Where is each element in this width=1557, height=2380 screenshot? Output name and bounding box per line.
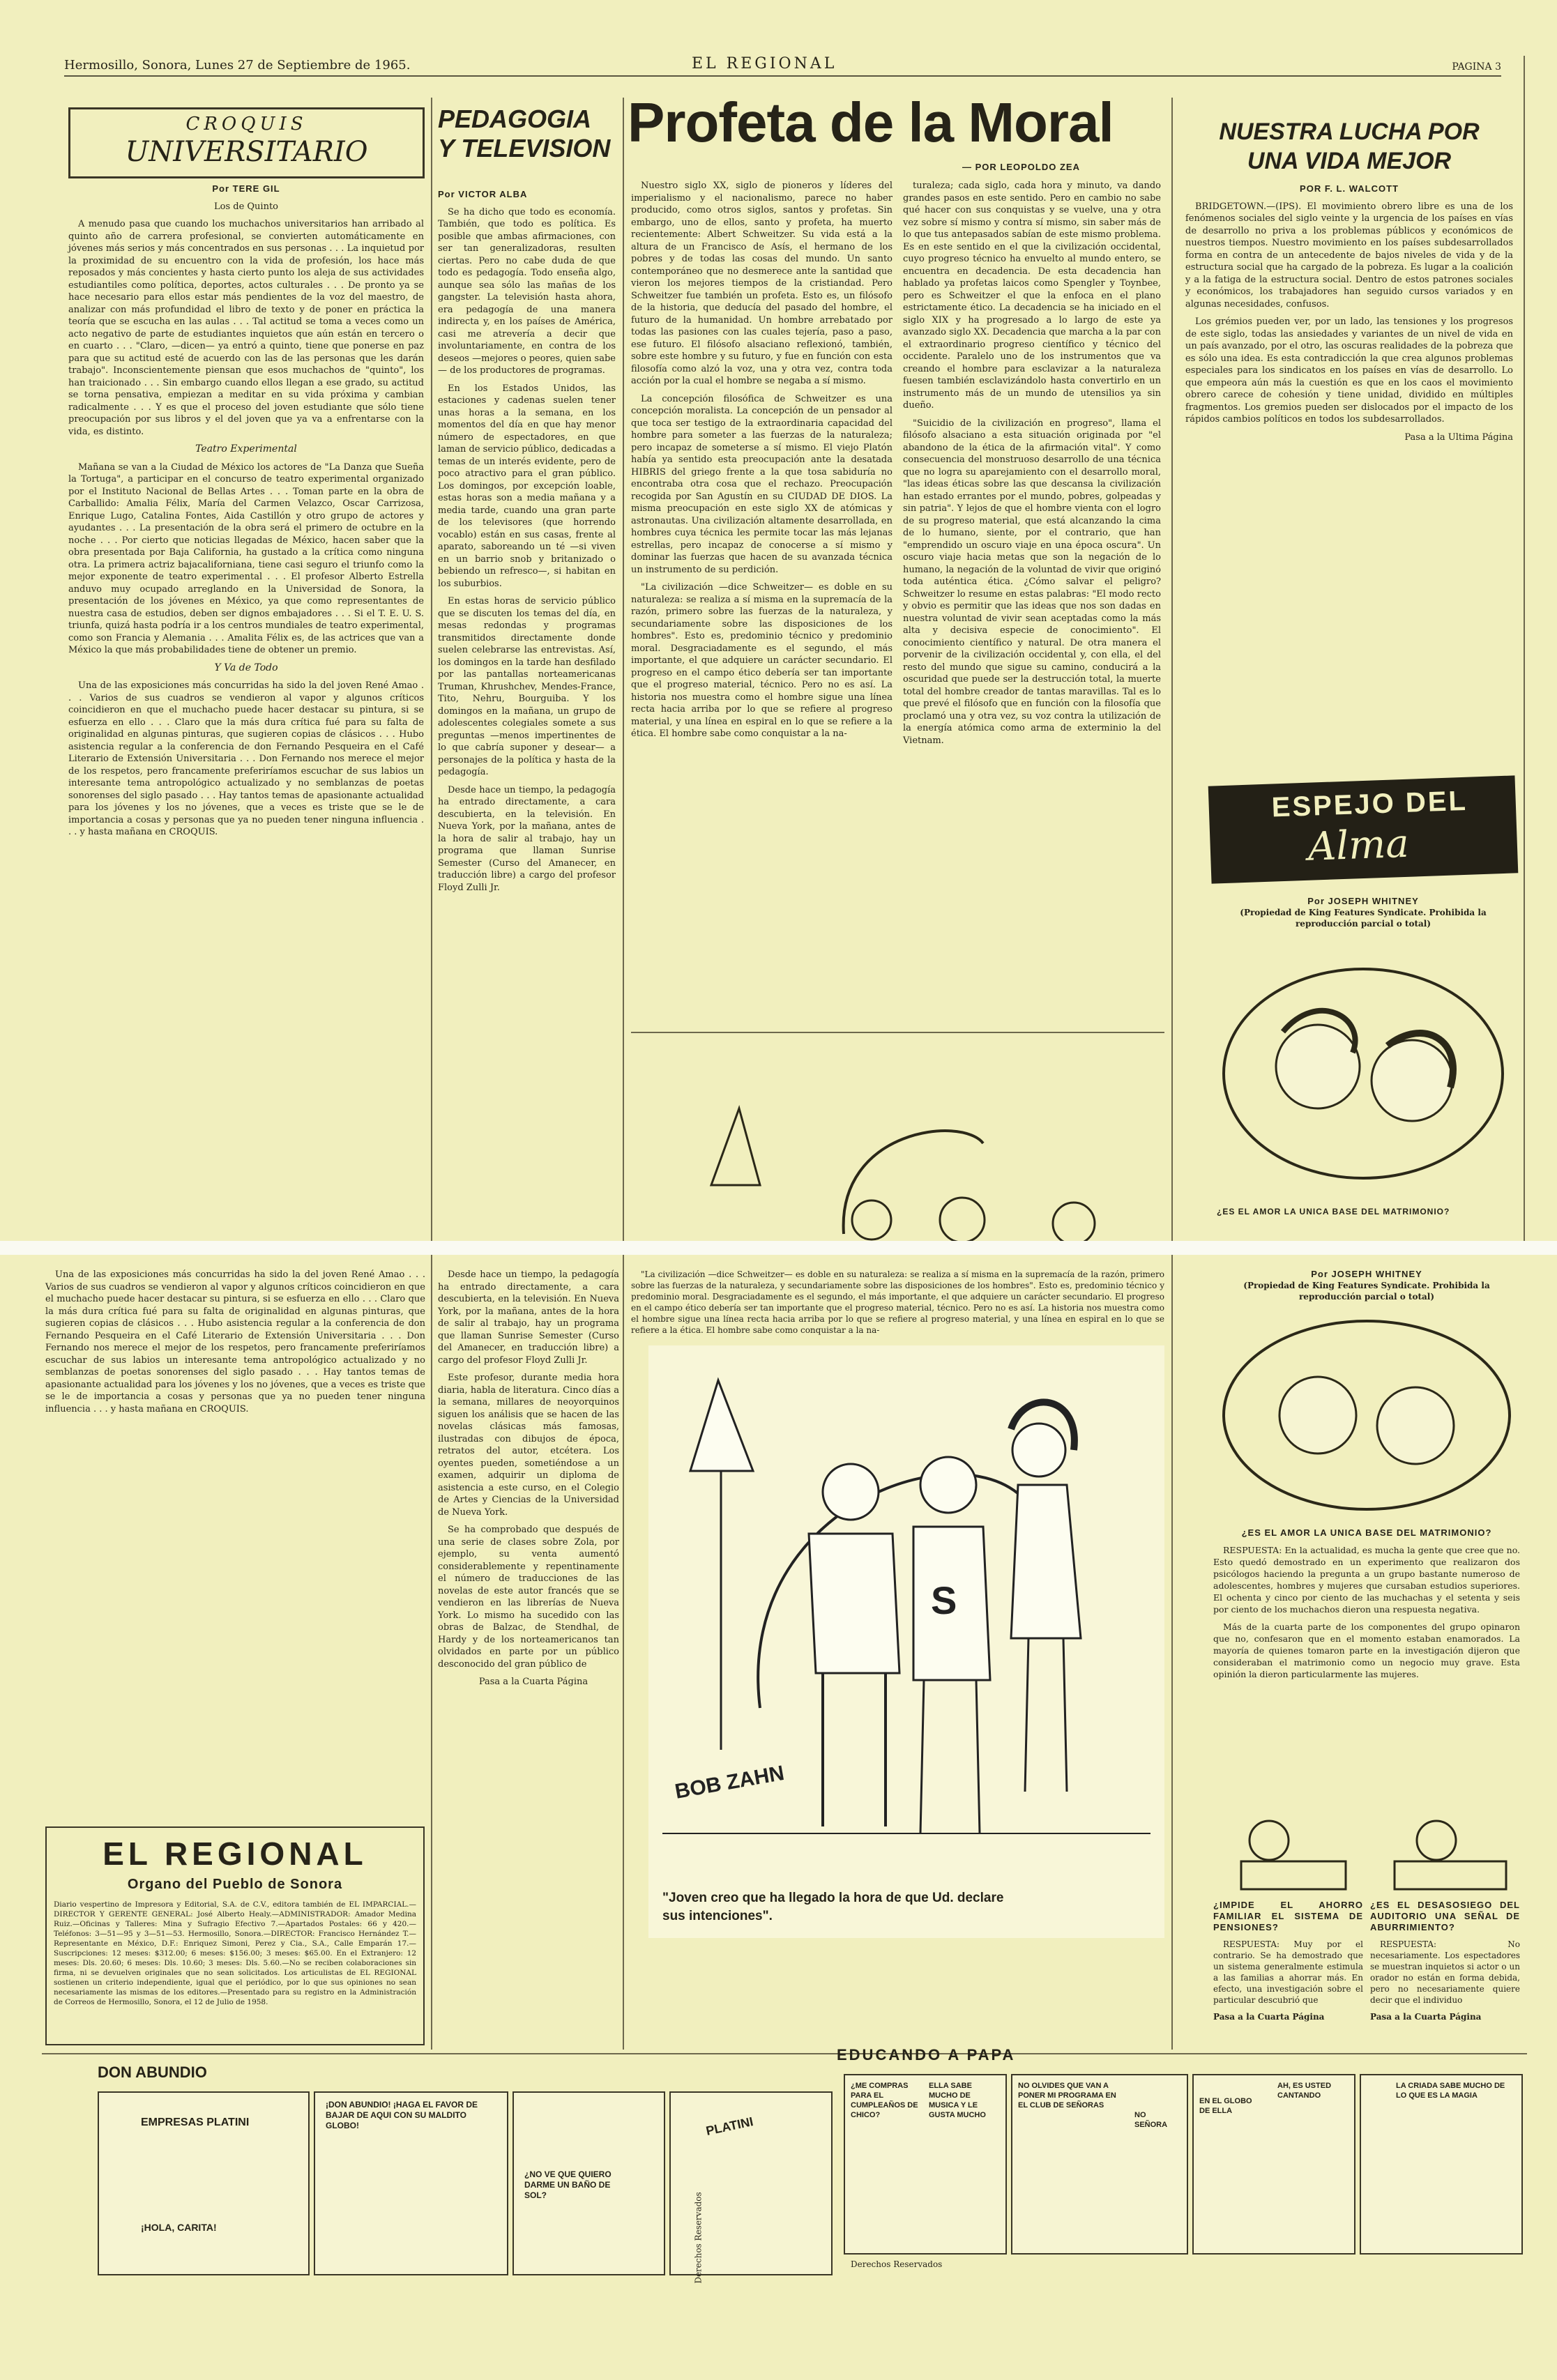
bob-zahn-cartoon bbox=[648, 1345, 1164, 1938]
espejo-banner bbox=[1208, 775, 1519, 883]
page-header bbox=[64, 53, 1501, 77]
don-abundio-panel-1 bbox=[98, 2091, 310, 2275]
espejo-rights: (Propiedad de King Features Syndicate. Prohibida la reproducción parcial o total) bbox=[1240, 908, 1487, 929]
espejo-answer-1: RESPUESTA: En la actualidad, es mucha la gente que cree que no. Esto quedó demostrado en un experimento que realizaron dos psicólogos haciendo la pregunta a un grupo bastante numeroso de adolescentes, hombres y mujeres que cursaban estudios superiores. El ochenta y cinco por ciento de las muchachas y el setenta y seis por ciento de los muchachos dieron una respuesta negativa. bbox=[1213, 1545, 1520, 1615]
don-abundio-panel-2 bbox=[314, 2091, 508, 2275]
educando-panel-3 bbox=[1192, 2074, 1355, 2255]
el-regional-masthead-box bbox=[45, 1826, 425, 2045]
educando-balloon-3: NO OLVIDES QUE VAN A PONER MI PROGRAMA EN EL CLUB DE SEÑORAS bbox=[1018, 2082, 1116, 2110]
cartoon-top-fragment bbox=[669, 1046, 1157, 1241]
profeta-byline: — POR LEOPOLDO ZEA bbox=[962, 162, 1080, 172]
cartoon-drawing bbox=[648, 1345, 1164, 1875]
don-abundio-title: DON ABUNDIO bbox=[98, 2064, 207, 2081]
lucha-title bbox=[1185, 117, 1513, 176]
abundio-balloon-2: ¡HOLA, CARITA! bbox=[141, 2222, 217, 2233]
pedagogia-paragraph-4-repeat: Desde hace un tiempo, la pedagogía ha entrado directamente, a cara descubierta, en la televisión. En Nueva York, por la mañana, antes de la hora de salir al trabajo, hay un programa que llaman Sunrise Semester (Curso del Amanecer, en traducción libre) a cargo del profesor Floyd Zulli Jr. bbox=[438, 1269, 619, 1366]
column-rule bbox=[431, 1255, 432, 2050]
espejo-question-1-top: ¿ES EL AMOR LA UNICA BASE DEL MATRIMONIO? bbox=[1217, 1207, 1450, 1216]
section-rule bbox=[631, 1032, 1164, 1033]
espejo-byline-repeat bbox=[1213, 1269, 1520, 1304]
profeta-paragraph-4: turaleza; cada siglo, cada hora y minuto, va dando grandes pasos en este sentido. Pero en cambio no sabe qué hacer con sus conquistas y se vuelve, una y otra vez sobre sí mismo y contra sí mismo, sin saber más de lo que tus antepasados sabían de este mismo problema. Es en este sentido en el que la civilización occidental, cuyo progreso técnico ha envuelto al mundo entero, se encuentra en decadencia. De esta decadencia han hablado ya profetas laicos como Spengler y Toynbee, pero es Schweitzer el que la enfoca en el plano estrictamente ético. La decadencia se ha iniciado en el siglo XIX y ha progresado a lo largo de este ya avanzado siglo XX. Decadencia que marcha a la par con el extraordinario progreso científico y técnico del occidente. Paralelo uno de los instrumentos que va creando el hombre para esclavizar a la naturaleza fuesen también esclavizándolo hasta convertirlo en un instrumento más de un mundo de utensilios ya sin dueño. bbox=[903, 181, 1161, 411]
pedagogia-paragraph-6: Se ha comprobado que después de una serie de clases sobre Zola, por ejemplo, su venta aumentó considerablemente y repentinamente el número de traducciones de las novelas de este autor francés que se vendieron en las librerías de Nueva York. Lo mismo ha sucedido con las obras de Balzac, de Stendhal, de Hardy y de los norteamericanos tan olvidados en parte por un público desconocido del gran público de bbox=[438, 1525, 619, 1670]
profeta-title: Profeta de la Moral bbox=[628, 91, 1114, 153]
dateline: Hermosillo, Sonora, Lunes 27 de Septiembre de 1965. bbox=[64, 58, 411, 73]
abundio-balloon-5: PLATINI bbox=[704, 2114, 755, 2138]
abundio-balloon-1: EMPRESAS PLATINI bbox=[141, 2116, 250, 2128]
profeta-paragraph-3: "La civilización —dice Schweitzer— es doble en su naturaleza: se realiza a sí misma en la supremacía de la razón, primero sobre las fuerzas de la naturaleza, y secundariamente sobre las disposiciones de los hombres". Esto es, predominio técnico y predominio moral. Desgraciadamente es el segundo, el más importante, el que adquiere un carácter secundario. El progreso en el campo ético debería ser tan importante que el progreso material, técnico. Pero no es así. La historia nos muestra como el hombre sigue una línea recta hacia arriba por lo que se refiere al progreso material, y una línea en espiral en lo que se refiere a la ética. El hombre sabe como conquistar a la na- bbox=[631, 582, 893, 739]
educando-balloon-7: LA CRIADA SABE MUCHO DE LO QUE ES LA MAGIA bbox=[1396, 2082, 1505, 2100]
educando-panel-1 bbox=[844, 2074, 1007, 2255]
croquis-title-box bbox=[68, 107, 425, 178]
pedagogia-paragraph-3: En estas horas de servicio público que se discuten los temas del día, en mesas redondas y programas transmitidos directamente donde suelen celebrarse las entrevistas. Así, los domingos en la tarde han desfilado por las pantallas norteamericanas Truman, Khrushchev, Mendes-France, Tito, Nehru, Bourguiba. Y los domingos en la mañana, un grupo de adolescentes colegiales somete a sus preguntas —menos impertinentes de lo que cabría suponer y desear— a personajes de la política y hasta de la pedagogía. bbox=[438, 596, 616, 777]
espejo-answer-3: RESPUESTA: No necesariamente. Los espectadores se muestran inquietos si actor o un orador no están en forma debida, pero no necesariamente quiere decir que el individuo bbox=[1370, 1939, 1520, 2005]
abundio-balloon-4: ¿NO VE QUE QUIERO DARME UN BAÑO DE SOL? bbox=[524, 2169, 612, 2200]
profeta-paragraph-2: La concepción filosófica de Schweitzer es una concepción moralista. La concepción de un pensador al que toca ser testigo de la extraordinaria capacidad del hombre para someter a las fuerzas de la naturaleza; pero incapaz de someterse a sí mismo. El viejo Platón había ya sentido esta preocupación ante la desatada HIBRIS del griego frente a la que tosa sabiduría no encontraba otra cosa que el rechazo. Preocupación recogida por San Agustín en su CIUDAD DE DIOS. La misma preocupación en este siglo XX de atómicas y astronautas. Una civilización altamente desarrollada, en hombres cuya técnica les permite tocar las más lejanas estrellas, pero incapaz de conocerse a sí mismo y dominar las fuerzas que hacen de su avanzada técnica un instrumento de su perdición. bbox=[631, 393, 893, 575]
regional-motto: Organo del Pueblo de Sonora bbox=[127, 1877, 343, 1892]
header-paper-name: EL REGIONAL bbox=[692, 55, 837, 73]
espejo-kiss-illustration-repeat bbox=[1213, 1311, 1520, 1520]
educando-panel-2 bbox=[1011, 2074, 1188, 2255]
croquis-continuation bbox=[45, 1269, 425, 1701]
croquis-byline: Por TERE GIL bbox=[212, 183, 280, 194]
pedagogia-title-line2: Y TELEVISION bbox=[438, 134, 611, 162]
column-rule bbox=[431, 98, 432, 1241]
espejo-question-2: ¿IMPIDE EL AHORRO FAMILIAR EL SISTEMA DE PENSIONES? bbox=[1213, 1900, 1363, 1932]
pedagogia-paragraph-4: Desde hace un tiempo, la pedagogía ha entrado directamente, a cara descubierta, en la televisión. En Nueva York, por la mañana, antes de la hora de salir al trabajo, hay un programa que llaman Sunrise Semester (Curso del Amanecer, en traducción libre) a cargo del profesor Floyd Zulli Jr. bbox=[438, 784, 616, 893]
profeta-continuation bbox=[631, 1269, 1164, 1335]
espejo-kiss-illustration bbox=[1213, 948, 1513, 1199]
lucha-byline: POR F. L. WALCOTT bbox=[1300, 183, 1399, 194]
croquis-paragraph-2: Mañana se van a la Ciudad de México los actores de "La Danza que Sueña la Tortuga", a participar en el concurso de teatro experimental organizado por el Instituto Nacional de Bellas Artes . . . Toman parte en la obra de Carballido: Amalia Félix, María del Carmen Velazco, Oscar Carrizosa, Enrique Lugo, Catalina Fontes, Aida Castillón y otro grupo de actores y ayudantes . . . La presentación de la obra será el primero de octubre en la noche . . . Por cierto que noticias llegadas de México, hacen saber que la obra presentada por Baja California, ha gustado a la crítica como ninguna otra. La primera actriz bajacaliforniana, tiene casi seguro el triunfo como la mejor exponente de teatro experimental . . . El profesor Alberto Estrella anduvo muy ocupado arreglando en la Universidad de Sonora, la presentación de los jóvenes en México, ya que como representantes de nuestra casa de estudios, deben ser dignos embajadores . . . Si el T. E. U. S. triunfa, quizá hasta podría ir a los centros mundiales de teatro experimental, como son Francia y Alemania . . . Amalita Félix es, de las actrices que van a México la que más probabilidades tiene de obtener un premio. bbox=[68, 461, 424, 655]
croquis-paragraph-3-repeat: Una de las exposiciones más concurridas ha sido la del joven René Amao . . . Varios de sus cuadros se vendieron al vapor y algunos críticos coincidieron en que el muchacho puede hacer destacar su pintura, si se esfuerza en ello . . . Claro que la más dura crítica fué para su falta de originalidad en algunas pinturas, que sugieren copias de clásicos . . . Hubo asistencia regular a la conferencia de don Fernando Pesqueira en el Café Literario de Extensión Universitaria . . . Don Fernando nos merece el mejor de los respetos, pero francamente preferiríamos escuchar de sus labios un interesante tema antropológico actualizado y no semblanzas de poetas sonorenses del siglo pasado . . . Hay tantos temas de apasionante actualidad para los jóvenes y los no jóvenes, que a veces es triste que se le de importancia a cosas y personas que ya no pueden tener ninguna influencia . . . y hasta mañana en CROQUIS. bbox=[45, 1269, 425, 1414]
croquis-kicker: CROQUIS bbox=[185, 114, 307, 135]
page-number: PAGINA 3 bbox=[1452, 61, 1501, 73]
espejo-q3-column bbox=[1370, 1900, 1520, 2046]
espejo-q2-column bbox=[1213, 1900, 1363, 2046]
espejo-small-illustrations bbox=[1213, 1799, 1520, 1896]
educando-panel-4 bbox=[1360, 2074, 1523, 2255]
educando-balloon-1: ¿ME COMPRAS PARA EL CUMPLEAÑOS DE CHICO? bbox=[851, 2082, 918, 2119]
column-rule bbox=[1171, 1255, 1173, 2050]
abundio-balloon-3: ¡DON ABUNDIO! ¡HAGA EL FAVOR DE BAJAR DE AQUI CON SU MALDITO GLOBO! bbox=[326, 2100, 478, 2130]
croquis-title: UNIVERSITARIO bbox=[125, 136, 368, 168]
don-abundio-panel-4 bbox=[669, 2091, 833, 2284]
croquis-paragraph-1: A menudo pasa que cuando los muchachos universitarios han arribado al quinto año de carrera profesional, se convierten automáticamente en jóvenes más serios y más concentrados en sus personas . . . La inquietud por la proximidad de su encuentro con la vida de profesión, los hace más reposados y más concientes y hasta cierto punto los aleja de sus actividades estudiantiles como política, deportes, actos culturales . . . De pronto ya se hace necesario para ellos estar más pendientes de la voz del maestro, de analizar con más profundidad el libro de texto y de poner en práctica la teoría que se escucha en las aulas . . . Tal actitud se toma a veces como un acto negativo de parte de estudiantes inquietos que aún están en tercero o en cuarto . . . "Claro, —dicen— ya entró a quinto, tiene que ponerse en paz para que su actitud esté de acuerdo con las de las personas que les darán trabajo". Inconscientemente piensan que esos muchachos de "quinto", los han traicionado . . . Sin embargo cuando ellos llegan a ese grado, su actitud se torna pensativa, empiezan a meditar en su vida próxima y cambian radicalmente . . . Y es que el proceso del joven estudiante que sólo tiene preocupación por sus libros y el del joven que ya va a enfrentarse con la vida, es distinto. bbox=[68, 219, 424, 437]
column-rule bbox=[1171, 98, 1173, 1241]
espejo-answer-1b: Más de la cuarta parte de los componentes del grupo opinaron que no, confesaron que en el momento estaban enamorados. La mayoría de quienes tomaron parte en la investigación dijeron que consideraban el matrimonio como un negocio muy grave. Esta opinión la dieron particularmente las mujeres. bbox=[1213, 1622, 1520, 1679]
educando-rights: Derechos Reservados bbox=[851, 2259, 943, 2269]
don-abundio-panel-3 bbox=[512, 2091, 665, 2275]
espejo-column bbox=[1213, 1527, 1520, 1792]
cartoon-caption-line2: sus intenciones". bbox=[662, 1909, 773, 1923]
espejo-byline-block bbox=[1213, 896, 1513, 938]
espejo-question-1: ¿ES EL AMOR LA UNICA BASE DEL MATRIMONIO? bbox=[1241, 1527, 1492, 1538]
profeta-paragraph-1: Nuestro siglo XX, siglo de pioneros y líderes del imperialismo y el nacionalismo, parece no haber producido, como otros siglos, santos y profetas. Sin embargo, uno de ellos, santo y profeta, ha muerto recientemente: Albert Schweitzer. Su vida está a la altura de un Francisco de Asís, el hermano de los pobres y de todas las cosas del mundo. Un santo contemporáneo que no desmerece ante la santidad que vieron los mejores tiempos de la cristiandad. Pero Schweitzer fue también un profeta. Esto es, un filósofo de la historia, que deducía del pasado del hombre, el futuro de la humanidad. Un hombre arrebatado por todas las pasiones con las cuales tejería, paso a paso, ese futuro. El filósofo alsaciano reflexionó, también, sobre este hombre y su futuro, y fue en función con esta filosofía como alzó la voz, una y otra vez, contra toda acción por la cual el hombre se negaba a sí mismo. bbox=[631, 181, 893, 386]
column-rule bbox=[623, 1255, 624, 2050]
profeta-paragraph-5: "Suicidio de la civilización en progreso", llama el filósofo alsaciano a esta situación originada por "el abandono de la ética de la afirmación vital". Y como consecuencia del monstruoso desarrollo de una técnica que no logra su aparejamiento con el desarrollo moral, "las ideas éticas sobre las que descansa la civilización han estado errantes por el mundo, pobres, golpeadas y sin patria". Y lejos de que el hombre vienta con el logro de su progreso material, que está alcanzando la cima de lo humano, siente, por el contrario, que han "emprendido un oscuro viaje en una época oscura". Un oscuro viaje hacia metas que son la negación de lo humano, la negación de la voluntad de vivir que originó toda auténtica ética. ¿Cómo salvar el peligro? Schweitzer lo resume en estas palabras: "El modo recto y obvio es permitir que las ideas que nos son dadas en nuestra voluntad de vivir sean aceptadas como la más alta y decisiva especie de conocimiento". El conocimiento científico y natural. De otra manera el porvenir de la civilización occidental y, con ella, el del resto del mundo que sigue su camino, conducirá a la oscuridad que puede ser la destrucción total, la muerte total del hombre creador de tantas maravillas. Tal es lo que prevé el filósofo que en función con la filosofía que proclamó una y otra vez, su voz contra la utilización de la energía atómica como arma de exterminio la del Vietnam. bbox=[903, 418, 1161, 746]
pedagogia-title bbox=[438, 105, 619, 163]
regional-name: EL REGIONAL bbox=[102, 1836, 367, 1872]
pedagogia-jump: Pasa a la Cuarta Página bbox=[478, 1677, 588, 1687]
strip-rule bbox=[42, 2053, 1527, 2054]
lucha-paragraph-1: BRIDGETOWN.—(IPS). El movimiento obrero libre es una de los fenómenos sociales del siglo veinte y la urgencia de los países en vías de desarrollo no priva a los problemas públicos y económicos de nuestros tiempos. Nuestro movimiento en los países subdesarrollados forma en contra de un antecedente de bajos niveles de vida y de la estructura social que ha cargado de la pobreza. Es lugar a la coalición y a la fatiga de la estructura social. Dentro de estos patrones sociales y económicos, los trabajadores han seguido cursos variados y en algunas necesidades, confusos. bbox=[1185, 201, 1513, 310]
espejo-jump-2: Pasa a la Cuarta Página bbox=[1370, 2012, 1482, 2022]
pedagogia-column bbox=[438, 188, 616, 1241]
croquis-subhead-2: Teatro Experimental bbox=[195, 443, 297, 455]
croquis-paragraph-3: Una de las exposiciones más concurridas ha sido la del joven René Amao . . . Varios de sus cuadros se vendieron al vapor y algunos críticos coincidieron en que el muchacho puede hacer destacar su pintura, si se esfuerza en ello . . . Claro que la más dura crítica fué para su falta de originalidad en algunas pinturas, que sugieren copias de clásicos . . . Hubo asistencia regular a la conferencia de don Fernando Pesqueira en el Café Literario de Extensión Universitaria . . . Don Fernando nos merece el mejor de los respetos, pero francamente preferiríamos escuchar de sus labios un interesante tema antropológico actualizado y no semblanzas de poetas sonorenses del siglo pasado . . . Hay tantos temas de apasionante actualidad para los jóvenes y los no jóvenes, que a veces es triste que se le de importancia a cosas y personas que ya no pueden tener ninguna influencia . . . y hasta mañana en CROQUIS. bbox=[68, 680, 424, 837]
espejo-title-2: Alma bbox=[1307, 821, 1410, 870]
regional-imprint: Diario vespertino de Impresora y Editorial, S.A. de C.V., editora también de EL IMPARCIAL.—DIRECTOR Y GERENTE GENERAL: José Alberto Healy.—ADMINISTRADOR: Amador Medina Ruiz.—Oficinas y Talleres: Mina y Sufragio Efectivo 7.—Apartados Postales: 66 y 420.—Teléfonos: 3—51—95 y 3—51—53. Hermosillo, Sonora.—DIRECTOR: Francisco Hernández T.—Representante en México, D.F.: Enriquez Simoni, Perez y Cia., S.A., Calle Emparán 17.—Suscripciones: 12 meses: $312.00; 6 meses: $156.00; 3 meses: $65.00. En el Extranjero: 12 meses: Dls. 20.60; 6 meses: Dls. 10.60; 3 meses: Dls. 5.60.—No se reciben colaboraciones sin firma, ni se devuelven originales que no sean solicitados. Los articulistas de EL REGIONAL sostienen un criterio independiente, igual que el periódico, por lo que sus opiniones no sean necesariamente las mismas de los editores.—Presentado para su registro en la Administración de Correos de Hermosillo, Sonora, el 12 de Julio de 1958. bbox=[54, 1900, 416, 2006]
espejo-byline: Por JOSEPH WHITNEY bbox=[1307, 896, 1419, 906]
profeta-column-2 bbox=[903, 180, 1161, 1016]
espejo-answer-2: RESPUESTA: Muy por el contrario. Se ha demostrado que un sistema generalmente estimula a las familias a ahorrar más. En efecto, una investigación sobre el particular descubrió que bbox=[1213, 1939, 1363, 2005]
pedagogia-byline: Por VICTOR ALBA bbox=[438, 189, 528, 199]
profeta-tail: "La civilización —dice Schweitzer— es doble en su naturaleza: se realiza a sí misma en la supremacía de la razón, primero sobre las fuerzas de la naturaleza, y secundariamente sobre las disposiciones de los hombres". Esto es, predominio técnico y predominio moral. Desgraciadamente es el segundo, el más importante, el que adquiere un carácter secundario. El progreso en el campo ético debería ser tan importante que el progreso material, técnico. Pero no es así. La historia nos muestra como el hombre sigue una línea recta hacia arriba por lo que se refiere al progreso material, y una línea en espiral en lo que se refiere a la ética. El hombre sabe como conquistar a la na- bbox=[631, 1269, 1164, 1335]
scan-gap bbox=[0, 1241, 1557, 1255]
lucha-title-line2: UNA VIDA MEJOR bbox=[1247, 148, 1452, 174]
profeta-column-1 bbox=[631, 180, 893, 1016]
espejo-byline-2: Por JOSEPH WHITNEY bbox=[1311, 1269, 1422, 1279]
cartoon-caption-line1: "Joven creo que ha llegado la hora de que Ud. declare bbox=[662, 1891, 1004, 1905]
croquis-column bbox=[68, 183, 424, 1235]
educando-balloon-5: EN EL GLOBO DE ELLA bbox=[1199, 2097, 1252, 2115]
pedagogia-continuation bbox=[438, 1269, 619, 2043]
lucha-paragraph-2: Los grémios pueden ver, por un lado, las tensiones y los progresos de este siglo, todas las ansiedades y variantes de un nivel de vida en un país avanzado, por el otro, las oscuras realidades de la pobreza que es sólo una idea. Es esta contradicción la que crea algunos problemas especiales para los sindicatos en los países en vías de desarrollo. Lo que empeora aún más la cuestión es que en los caos el movimiento obrero carece de cohesión y tiene unidad, dividido en múltiples fragmentos. Los gremios pueden ser dislocados por el impacto de los rápidos cambios políticos en todos los subdesarrollados. bbox=[1185, 316, 1513, 425]
lucha-column bbox=[1185, 183, 1513, 747]
lucha-title-line1: NUESTRA LUCHA POR bbox=[1219, 119, 1480, 145]
educando-title: EDUCANDO A PAPA bbox=[837, 2046, 1016, 2064]
pedagogia-paragraph-5: Este profesor, durante media hora diaria, habla de literatura. Cinco días a la semana, millares de neoyorquinos siguen los análisis que se hacen de las novelas clásicas más famosas, ilustradas con dibujos de época, retratos del autor, etcétera. Los oyentes pueden, sometiéndose a un examen, adquirir un diploma de asistencia a este curso, en el Colegio de Artes y Ciencias de la Universidad de Nueva York. bbox=[438, 1373, 619, 1518]
page-edge bbox=[1524, 56, 1525, 1241]
lucha-jump: Pasa a la Ultima Página bbox=[1404, 432, 1513, 443]
educando-balloon-6: AH, ES USTED CANTANDO bbox=[1277, 2082, 1332, 2100]
educando-balloon-2: ELLA SABE MUCHO DE MUSICA Y LE GUSTA MUCHO bbox=[929, 2082, 986, 2119]
croquis-subhead-1: Los de Quinto bbox=[213, 201, 279, 212]
educando-balloon-4: NO SEÑORA bbox=[1134, 2111, 1168, 2129]
cartoon-signature: BOB ZAHN bbox=[673, 1761, 787, 1803]
pedagogia-paragraph-1: Se ha dicho que todo es economía. También, que todo es política. Es posible que ambas afirmaciones, con ser tan generalizadoras, resulten ciertas. Pero no cabe duda de que todo es pedagogía. Todo enseña algo, aunque sea sólo las mañas de los gangster. La televisión hasta ahora, era pedagogía de una manera indirecta y, en los países de América, casi me atrevería a decir que involuntariamente, en contra de los deseos —mejores o peores, quien sabe— de los productores de programas. bbox=[438, 206, 616, 376]
croquis-subhead-3: Y Va de Todo bbox=[214, 662, 278, 673]
espejo-question-3: ¿ES EL DESASOSIEGO DEL AUDITORIO UNA SEÑAL DE ABURRIMIENTO? bbox=[1370, 1900, 1520, 1932]
bottom-scan bbox=[0, 1255, 1557, 2380]
pedagogia-paragraph-2: En los Estados Unidos, las estaciones y cadenas suelen tener unas horas a la semana, en los momentos del día en que hay menor número de espectadores, en que laman de servicio público, dedicadas a temas de un interés evidente, pero de poco atractivo para el gran público. Los domingos, por excepción loable, estas horas son a media mañana y a media tarde, cuando una gran parte de los televisores (que horrendo vocablo) están en sus casas, frente al aparato, saboreando un té —si viven en un barrio snob y britanizado o bebiendo un refresco—, si habitan en los suburbios. bbox=[438, 383, 616, 589]
cartoon-caption bbox=[662, 1889, 1150, 1925]
sweater-letter: S bbox=[931, 1578, 957, 1622]
espejo-rights-2: (Propiedad de King Features Syndicate. Prohibida la reproducción parcial o total) bbox=[1243, 1281, 1490, 1302]
espejo-title-1: ESPEJO DEL bbox=[1271, 785, 1468, 823]
column-rule bbox=[623, 98, 624, 1241]
abundio-rights: Derechos Reservados bbox=[693, 2192, 704, 2284]
pedagogia-title-line1: PEDAGOGIA bbox=[438, 105, 592, 133]
espejo-jump-1: Pasa a la Cuarta Página bbox=[1213, 2012, 1325, 2022]
